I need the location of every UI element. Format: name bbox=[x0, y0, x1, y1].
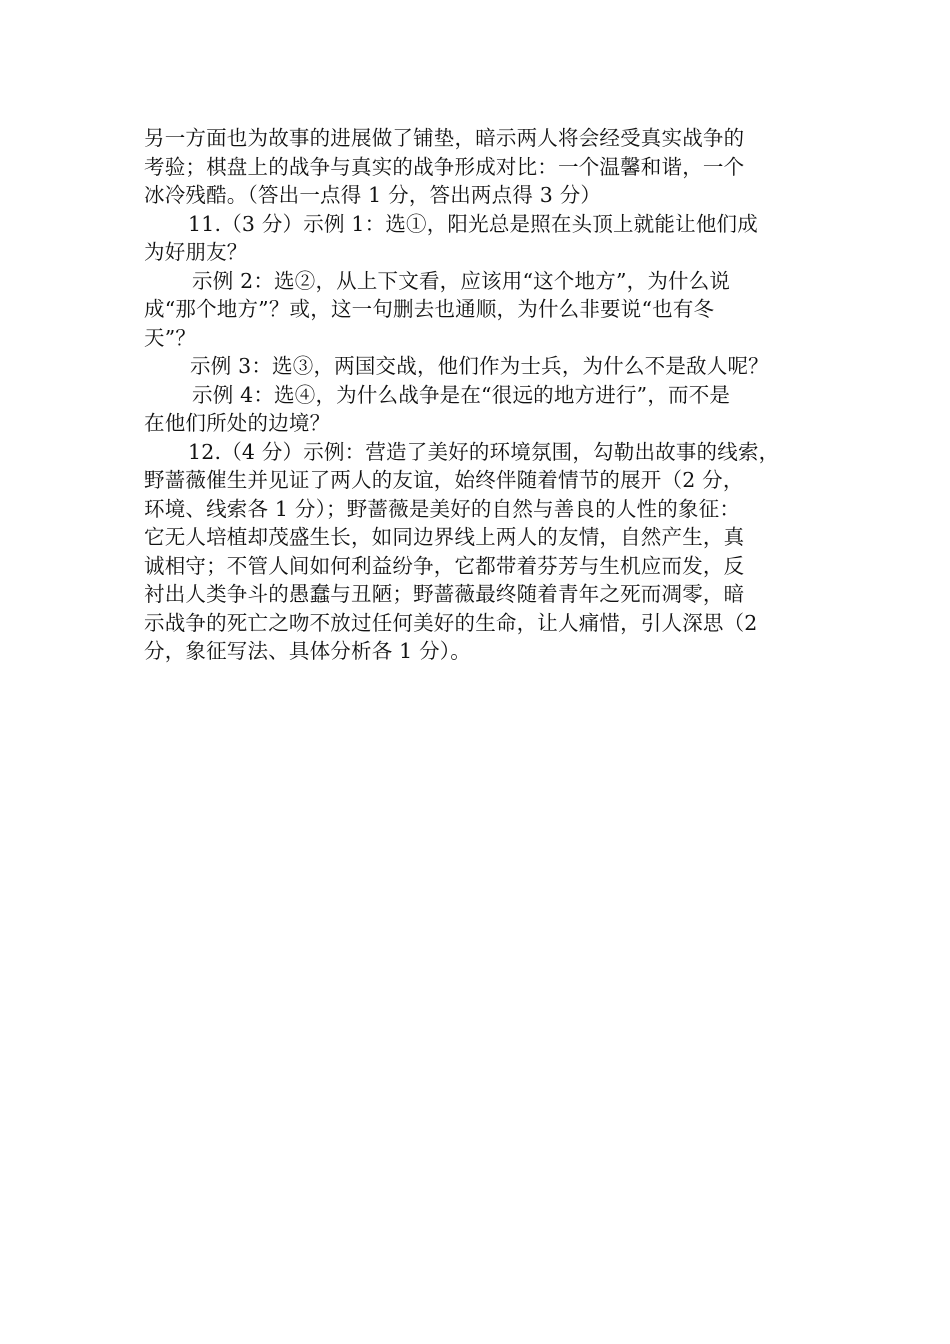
text-line: 它无人培植却茂盛生长，如同边界线上两人的友情，自然产生，真 bbox=[144, 525, 745, 549]
question-11-answer: 11.（3 分）示例 1：选①，阳光总是照在头顶上就能让他们成 bbox=[188, 211, 758, 236]
text-line: 环境、线索各 1 分）；野蔷薇是美好的自然与善良的人性的象征： bbox=[144, 496, 741, 521]
text-line: 示战争的死亡之吻不放过任何美好的生命，让人痛惜，引人深思（2 bbox=[144, 610, 758, 635]
question-12-answer: 12.（4 分）示例：营造了美好的环境氛围，勾勒出故事的线索， bbox=[188, 439, 780, 464]
text-line: 天”？ bbox=[144, 325, 197, 350]
text-line: 在他们所处的边境？ bbox=[144, 411, 331, 435]
example-3: 示例 3：选③，两国交战，他们作为士兵，为什么不是敌人呢？ bbox=[190, 354, 769, 378]
text-line: 诚相守；不管人间如何利益纷争，它都带着芬芳与生机应而发，反 bbox=[144, 553, 745, 578]
text-line: 另一方面也为故事的进展做了铺垫，暗示两人将会经受真实战争的 bbox=[144, 126, 745, 150]
text-line: 为好朋友？ bbox=[144, 240, 248, 264]
text-line: 分，象征写法、具体分析各 1 分）。 bbox=[144, 639, 471, 663]
example-2: 示例 2：选②，从上下文看，应该用“这个地方”，为什么说 bbox=[192, 268, 731, 293]
text-line: 野蔷薇催生并见证了两人的友谊，始终伴随着情节的展开（2 分， bbox=[144, 468, 744, 492]
text-line: 冰冷残酷。（答出一点得 1 分，答出两点得 3 分） bbox=[144, 183, 602, 207]
document-body bbox=[144, 124, 812, 666]
text-line: 考验；棋盘上的战争与真实的战争形成对比：一个温馨和谐，一个 bbox=[144, 154, 745, 179]
text-line: 成“那个地方”？或，这一句删去也通顺，为什么非要说“也有冬 bbox=[144, 297, 715, 321]
text-line: 衬出人类争斗的愚蠢与丑陋；野蔷薇最终随着青年之死而凋零，暗 bbox=[144, 582, 745, 606]
example-4: 示例 4：选④，为什么战争是在“很远的地方进行”，而不是 bbox=[192, 382, 731, 407]
